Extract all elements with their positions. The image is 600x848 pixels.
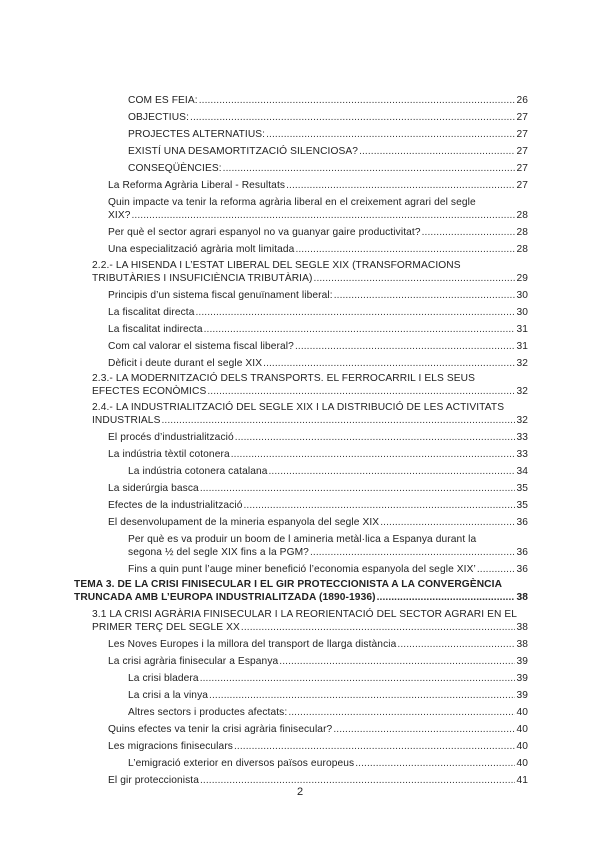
toc-page-number: 39: [516, 656, 528, 668]
toc-entry[interactable]: [74, 448, 528, 461]
toc-entry-title: Quins efectes va tenir la crisi agrària finisecular?: [108, 724, 333, 736]
toc-entry[interactable]: [74, 672, 528, 685]
toc-entry-title: La fiscalitat directa: [108, 306, 195, 318]
dot-leader: [200, 482, 516, 495]
toc-page-number: 31: [516, 340, 528, 352]
toc-entry-title: Com cal valorar el sistema fiscal liberal?: [108, 340, 294, 352]
toc-page-number: 27: [516, 112, 528, 123]
toc-entry[interactable]: [74, 499, 528, 512]
toc-page-number: 30: [516, 306, 528, 318]
toc-entry-title: Per què es va produir un boom de l amineria metàl·lica a Espanya durant la: [128, 533, 477, 545]
dot-leader: [355, 757, 515, 770]
toc-entry[interactable]: [74, 357, 528, 370]
toc-entry-title-cont: TRUNCADA AMB L’EUROPA INDUSTRIALITZADA (1890-1936): [74, 592, 376, 604]
toc-entry[interactable]: [74, 401, 528, 427]
toc-page-number: 40: [516, 741, 528, 753]
dot-leader: [161, 414, 515, 427]
toc-entry[interactable]: [74, 757, 528, 770]
toc-entry[interactable]: [74, 94, 528, 107]
toc-entry-title-cont: INDUSTRIALS: [92, 414, 161, 426]
toc-entry-chapter[interactable]: [74, 578, 528, 604]
toc-page-number: 27: [516, 129, 528, 140]
dot-leader: [377, 591, 516, 604]
dot-leader: [231, 448, 516, 461]
toc-entry[interactable]: [74, 179, 528, 192]
toc-entry-title: La siderúrgia basca: [108, 482, 199, 494]
toc-entry-title: 3.1 LA CRISI AGRÀRIA FINISECULAR I LA REORIENTACIÓ DEL SECTOR AGRARI EN EL: [92, 609, 518, 621]
toc-entry-title: L’emigració exterior en diversos països europeus: [128, 758, 355, 770]
toc-entry-title: El desenvolupament de la mineria espanyola del segle XIX: [108, 516, 380, 528]
toc-page-number: 36: [516, 563, 528, 575]
toc-page-number: 40: [516, 758, 528, 770]
toc-page-number: 35: [516, 482, 528, 494]
toc-entry-title: Per què el sector agrari espanyol no va guanyar gaire productivitat?: [108, 227, 421, 238]
toc-entry[interactable]: [74, 372, 528, 398]
toc-entry-title: EXISTÍ UNA DESAMORTITZACIÓ SILENCIOSA?: [128, 146, 359, 157]
toc-page-number: 39: [516, 690, 528, 702]
dot-leader: [314, 272, 516, 285]
toc-entry[interactable]: [74, 431, 528, 444]
toc-page-number: 28: [516, 244, 528, 255]
dot-leader: [223, 162, 516, 175]
toc-page-number: 32: [516, 386, 528, 398]
toc-entry-title-cont: TRIBUTÀRIES I INSUFICIÈNCIA TRIBUTÀRIA): [92, 272, 313, 284]
dot-leader: [241, 621, 516, 634]
toc-page-number: 34: [516, 465, 528, 477]
toc-entry-title: 2.3.- LA MODERNITZACIÓ DELS TRANSPORTS. EL FERROCARRIL I ELS SEUS: [92, 373, 475, 385]
toc-entry-title: La crisi bladera: [128, 673, 199, 685]
toc-entry-title: La indústria cotonera catalana: [128, 465, 268, 477]
toc-entry[interactable]: [74, 306, 528, 319]
dot-leader: [288, 706, 515, 719]
toc-entry[interactable]: [74, 608, 528, 634]
toc-entry[interactable]: [74, 516, 528, 529]
toc-entry-title: Quin impacte va tenir la reforma agrària liberal en el creixement agrari del segle: [108, 197, 476, 208]
dot-leader: [204, 323, 516, 336]
toc-entry[interactable]: [74, 689, 528, 702]
toc-entry-title: El gir proteccionista: [108, 775, 199, 787]
dot-leader: [422, 226, 516, 239]
toc-entry-title: La fiscalitat indirecta: [108, 323, 203, 335]
dot-leader: [359, 145, 515, 158]
toc-entry[interactable]: [74, 706, 528, 719]
dot-leader: [207, 385, 515, 398]
toc-entry-title: Les migracions finiseculars: [108, 741, 233, 753]
toc-entry-title: La Reforma Agrària Liberal - Resultats: [108, 180, 286, 191]
toc-entry-title: Efectes de la industrialització: [108, 499, 243, 511]
dot-leader: [235, 431, 516, 444]
toc-page-number: 35: [516, 499, 528, 511]
toc-entry-title: Les Noves Europes i la millora del transport de llarga distància: [108, 639, 397, 651]
toc-page-number: 27: [516, 180, 528, 191]
toc-page-number: 39: [516, 673, 528, 685]
table-of-contents: [74, 94, 528, 787]
toc-entry-title: El procés d’industrialització: [108, 431, 234, 443]
toc-entry[interactable]: [74, 723, 528, 736]
toc-page-number: 40: [516, 724, 528, 736]
toc-page-number: 32: [516, 357, 528, 369]
toc-entry-title-cont: segona ½ del segle XIX fins a la PGM?: [128, 546, 309, 558]
toc-entry[interactable]: [74, 289, 528, 302]
toc-entry[interactable]: [74, 563, 528, 576]
toc-entry[interactable]: [74, 145, 528, 158]
toc-entry-title: CONSEQÜÈNCIES:: [128, 163, 222, 174]
toc-entry[interactable]: [74, 226, 528, 239]
toc-page-number: 38: [516, 622, 528, 634]
dot-leader: [397, 638, 515, 651]
toc-entry-title: TEMA 3. DE LA CRISI FINISECULAR I EL GIR PROTECCIONISTA A LA CONVERGÈNCIA: [74, 579, 503, 591]
toc-entry-title: 2.4.- LA INDUSTRIALITZACIÓ DEL SEGLE XIX I LA DISTRIBUCIÓ DE LES ACTIVITATS: [92, 401, 505, 413]
toc-entry[interactable]: [74, 128, 528, 141]
toc-page-number: 41: [516, 775, 528, 787]
toc-page-number: 27: [516, 146, 528, 157]
toc-entry-title: Una especialització agrària molt limitada: [108, 244, 295, 255]
toc-entry-title-cont: EFECTES ECONÒMICS: [92, 386, 207, 398]
dot-leader: [234, 740, 515, 753]
dot-leader: [132, 209, 516, 222]
toc-page-number: 33: [516, 448, 528, 460]
dot-leader: [266, 128, 515, 141]
dot-leader: [209, 689, 515, 702]
toc-entry-title: COM ES FEIA:: [128, 95, 198, 106]
toc-entry[interactable]: [74, 323, 528, 336]
toc-entry-title: Fins a quin punt l’auge miner benefició l’economia espanyola del segle XIX’: [128, 563, 476, 575]
dot-leader: [333, 723, 515, 736]
toc-page-number: 38: [516, 639, 528, 651]
toc-page-number: 28: [516, 227, 528, 238]
dot-leader: [380, 516, 515, 529]
toc-page-number: 31: [516, 323, 528, 335]
dot-leader: [269, 465, 516, 478]
toc-entry[interactable]: [74, 162, 528, 175]
toc-entry-title-cont: PRIMER TERÇ DEL SEGLE XX: [92, 622, 240, 634]
toc-entry[interactable]: [74, 740, 528, 753]
toc-entry-title: 2.2.- LA HISENDA I L’ESTAT LIBERAL DEL SEGLE XIX (TRANSFORMACIONS: [92, 259, 461, 271]
dot-leader: [263, 357, 515, 370]
toc-entry[interactable]: [74, 340, 528, 353]
toc-page-number: 30: [516, 289, 528, 301]
dot-leader: [295, 243, 515, 256]
toc-page-number: 32: [516, 414, 528, 426]
dot-leader: [310, 546, 516, 559]
toc-page-number: 27: [516, 163, 528, 174]
dot-leader: [195, 306, 515, 319]
toc-page-number: 36: [516, 546, 528, 558]
dot-leader: [477, 563, 516, 576]
toc-entry[interactable]: [74, 638, 528, 651]
dot-leader: [200, 672, 516, 685]
toc-page-number: 40: [516, 707, 528, 719]
toc-page-number: 38: [516, 592, 528, 604]
toc-entry[interactable]: [74, 465, 528, 478]
toc-entry[interactable]: [74, 111, 528, 124]
dot-leader: [334, 289, 516, 302]
toc-entry-title: La crisi agrària finisecular a Espanya: [108, 656, 279, 668]
toc-entry-title-cont: XIX?: [108, 210, 131, 221]
toc-page-number: 28: [516, 210, 528, 221]
toc-entry-title: La crisi a la vinya: [128, 690, 209, 702]
toc-entry-title: Altres sectors i productes afectats:: [128, 707, 288, 719]
dot-leader: [295, 340, 516, 353]
page-number: 2: [296, 786, 304, 798]
dot-leader: [190, 111, 515, 124]
toc-entry[interactable]: [74, 655, 528, 668]
toc-entry-title: Dèficit i deute durant el segle XIX: [108, 357, 263, 369]
toc-entry[interactable]: [74, 196, 528, 222]
dot-leader: [199, 94, 516, 107]
toc-page-number: 26: [516, 95, 528, 106]
toc-entry-title: La indústria tèxtil cotonera: [108, 448, 230, 460]
toc-entry[interactable]: [74, 533, 528, 559]
dot-leader: [286, 179, 515, 192]
toc-entry-title: Principis d’un sistema fiscal genuïnament liberal:: [108, 289, 333, 301]
toc-entry[interactable]: [74, 482, 528, 495]
toc-page-number: 33: [516, 431, 528, 443]
toc-page-number: 29: [516, 272, 528, 284]
dot-leader: [279, 655, 515, 668]
dot-leader: [243, 499, 515, 512]
toc-entry-title: OBJECTIUS:: [128, 112, 190, 123]
toc-entry-title: PROJECTES ALTERNATIUS:: [128, 129, 266, 140]
toc-entry[interactable]: [74, 243, 528, 256]
toc-entry[interactable]: [74, 259, 528, 285]
toc-page-number: 36: [516, 516, 528, 528]
